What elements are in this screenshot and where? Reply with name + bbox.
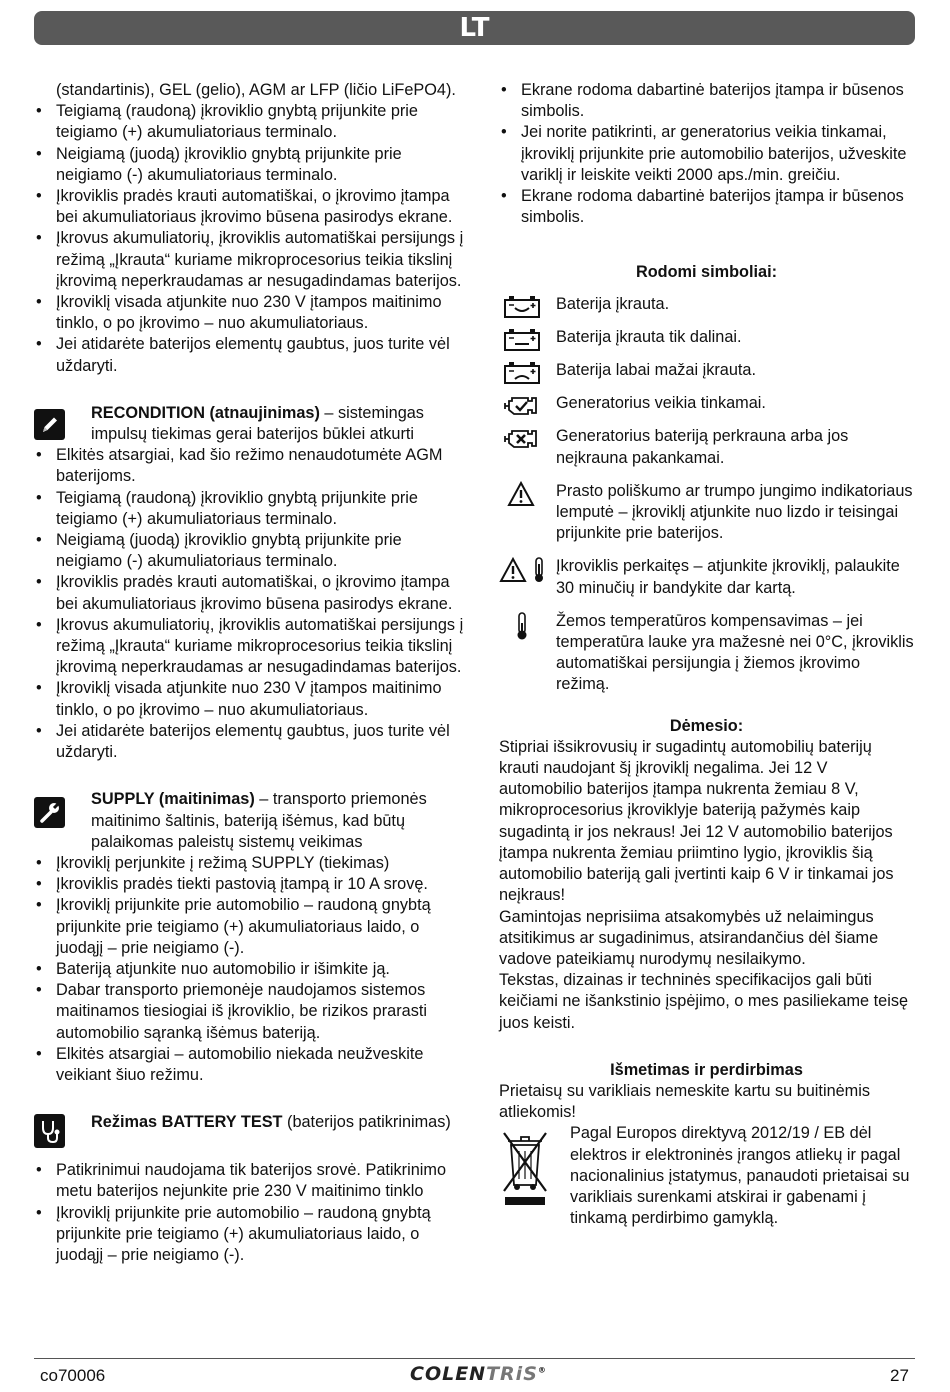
symbol-row	[499, 481, 914, 545]
stethoscope-icon	[34, 1114, 65, 1148]
battery-full-icon	[504, 294, 540, 318]
product-code: co70006	[40, 1366, 106, 1385]
supply-list	[34, 853, 464, 1086]
disposal-block	[499, 1123, 914, 1229]
symbol-row	[499, 360, 914, 381]
disposal-intro: Prietaisų su varikliais nemeskite kartu su buitinėmis atliekomis!	[499, 1081, 870, 1122]
overheat-icon	[499, 556, 551, 584]
brand-logo	[410, 1363, 547, 1385]
language-code: LT	[459, 13, 490, 43]
attention-title: Dėmesio:	[669, 716, 744, 735]
symbol-text: Generatorius veikia tinkamai.	[556, 394, 766, 413]
list-item: • Įkroviklis pradės tiekti pastovią įtampą ir 10 A srovę.	[34, 874, 464, 895]
recondition-desc: – sistemingas impulsų tiekimas gerai baterijos būklei atkurti	[91, 403, 424, 444]
symbol-row	[499, 294, 914, 315]
list-item: • Įkroviklis pradės krauti automatiškai, o įkrovimo įtampa bei akumuliatoriaus įkrovimo būsena pasirodys ekrane.	[34, 186, 464, 228]
list-item: • Elkitės atsargiai – automobilio niekada neužveskite veikiant šiuo režimu.	[34, 1044, 464, 1086]
intro-continuation: (standartinis), GEL (gelio), AGM ar LFP (ličio LiFePO4).	[56, 81, 456, 99]
thermometer-icon	[516, 611, 528, 641]
symbol-text: Baterija įkrauta.	[556, 294, 670, 313]
symbol-row	[499, 327, 914, 348]
symbol-row	[499, 393, 914, 414]
right-column	[499, 80, 914, 1229]
list-item: • Neigiamą (juodą) įkroviklio gnybtą prijunkite prie neigiamo (-) akumuliatoriaus terminalo.	[34, 144, 464, 186]
symbol-text: Žemos temperatūros kompensavimas – jei temperatūra lauke yra mažesnė nei 0°C, įkroviklis automatiškai persijungia į žiemos įkrovimo režimą.	[556, 611, 914, 694]
symbol-text: Baterija įkrauta tik dalinai.	[556, 327, 742, 346]
language-header	[34, 11, 915, 45]
list-item: • Elkitės atsargiai, kad šio režimo nenaudotumėte AGM baterijoms.	[34, 445, 464, 487]
battery-test-desc: (baterijos patikrinimas)	[282, 1113, 451, 1132]
list-item: • Įkrovus akumuliatorių, įkroviklis automatiškai persijungs į režimą „Įkrauta“ kuriame mikroprocesorius teikia tikslinį įkrovimą neperkraudamas ar nesugadindamas baterijos.	[34, 615, 464, 679]
battery-test-continued-list	[499, 80, 914, 228]
symbol-row	[499, 611, 914, 696]
generator-fault-icon	[504, 426, 540, 450]
wrench-icon	[34, 797, 65, 828]
list-item: • Bateriją atjunkite nuo automobilio ir išimkite ją.	[34, 959, 464, 980]
list-item: • Įkroviklis pradės krauti automatiškai, o įkrovimo įtampa bei akumuliatoriaus įkrovimo būsena pasirodys ekrane.	[34, 572, 464, 614]
symbol-text: Baterija labai mažai įkrauta.	[556, 361, 756, 380]
recondition-title: RECONDITION (atnaujinimas)	[91, 403, 320, 422]
page-number: 27	[890, 1366, 909, 1385]
symbol-row	[499, 556, 914, 598]
supply-heading	[34, 789, 464, 853]
symbol-text: Įkroviklis perkaitęs – atjunkite įkroviklį, palaukite 30 minučių ir bandykite dar kartą.	[556, 557, 900, 597]
list-item: • Įkroviklį visada atjunkite nuo 230 V įtampos maitinimo tinklo, o po įkrovimo – nuo akumuliatoriaus.	[34, 678, 464, 720]
attention-paragraph: Stipriai išsikrovusių ir sugadintų automobilių baterijų krauti naudojant šį įkroviklį negalima. Jei 12 V automobilio baterijos įtampa nukrenta žemiau 8 V, mikroprocesorius įkroviklyje bateriją pažymės kaip sugadintą ir jos nekraus! Jei 12 V automobilio baterijos įtampa nukrenta žemiau priimtino lygio, įkroviklis šią automobilio bateriją gali įvertinti kaip 6 V ir tinkamai jos neįkraus!	[499, 737, 894, 905]
registered-mark-icon: ®	[537, 1365, 547, 1375]
generator-ok-icon	[504, 393, 540, 417]
list-item: • Jei norite patikrinti, ar generatorius veikia tinkamai, įkroviklį prijunkite prie automobilio baterijos, užveskite variklį ir leiskite veikti 2000 aps./min. greičiu.	[499, 122, 914, 186]
list-item: • Ekrane rodoma dabartinė baterijos įtampa ir būsenos simbolis.	[499, 186, 914, 228]
brand-part-a: COLEN	[410, 1363, 487, 1385]
disposal-title: Išmetimas ir perdirbimas	[610, 1060, 803, 1079]
list-item: • Teigiamą (raudoną) įkroviklio gnybtą prijunkite prie teigiamo (+) akumuliatoriaus terminalo.	[34, 488, 464, 530]
warning-icon	[507, 481, 535, 507]
list-item: • Įkroviklį visada atjunkite nuo 230 V įtampos maitinimo tinklo, o po įkrovimo – nuo akumuliatoriaus.	[34, 292, 464, 334]
weee-bin-icon	[499, 1127, 551, 1213]
recondition-heading	[34, 403, 464, 445]
disposal-text: Pagal Europos direktyvą 2012/19 / EB dėl elektros ir elektroninės įrangos atliekų ir pagal nacionalinius įstatymus, panaudoti prietaisai su varikliais surenkami atskirai ir gabenami į tinkamą perdirbimo gamyklą.	[570, 1124, 910, 1228]
battery-test-title: Režimas BATTERY TEST	[91, 1113, 283, 1132]
symbol-text: Prasto poliškumo ar trumpo jungimo indikatoriaus lemputė – įkroviklį atjunkite nuo lizdo ir teisingai prijunkite prie baterijos.	[556, 481, 913, 543]
list-item: • Neigiamą (juodą) įkroviklio gnybtą prijunkite prie neigiamo (-) akumuliatoriaus terminalo.	[34, 530, 464, 572]
list-item: • Įkroviklį prijunkite prie automobilio – raudoną gnybtą prijunkite prie teigiamo (+) akumuliatoriaus laido, o juodąjį – prie neigiamo (-).	[34, 895, 464, 959]
battery-test-list	[34, 1160, 464, 1266]
list-item: • Jei atidarėte baterijos elementų gaubtus, juos turite vėl uždaryti.	[34, 721, 464, 763]
battery-test-heading	[34, 1112, 464, 1160]
attention-paragraph: Gamintojas neprisiima atsakomybės už nelaimingus atsitikimus ar sugadinimus, atsirandančius dėl šiame vadove pateikiamų nurodymų nesilaikymo.	[499, 907, 879, 968]
battery-partial-icon	[504, 327, 540, 351]
list-item: • Įkroviklį prijunkite prie automobilio – raudoną gnybtą prijunkite prie teigiamo (+) akumuliatoriaus laido, o juodąjį – prie neigiamo (-).	[34, 1203, 464, 1267]
symbol-text: Generatorius bateriją perkrauna arba jos neįkrauna pakankamai.	[556, 427, 849, 467]
symbols-title: Rodomi simboliai:	[635, 263, 778, 282]
left-column	[34, 80, 464, 1266]
supply-desc: – transporto priemonės maitinimo šaltinis, bateriją išėmus, kad būtų palaikomas paleistų sistemų veikimas	[91, 790, 427, 851]
brand-part-b: TRiS	[486, 1363, 538, 1385]
intro-list	[34, 101, 464, 377]
battery-low-icon	[504, 360, 540, 384]
supply-title: SUPPLY (maitinimas)	[91, 790, 255, 809]
footer-divider	[34, 1358, 915, 1359]
pencil-icon	[34, 409, 65, 440]
symbol-row	[499, 426, 914, 468]
list-item: • Patikrinimui naudojama tik baterijos srovė. Patikrinimo metu baterijos nejunkite prie 230 V maitinimo tinklo	[34, 1160, 464, 1202]
list-item: • Jei atidarėte baterijos elementų gaubtus, juos turite vėl uždaryti.	[34, 334, 464, 376]
list-item: • Dabar transporto priemonėje naudojamos sistemos maitinamos tiesiogiai iš įkroviklio, be rizikos prarasti automobilio sąranką išėmus bateriją.	[34, 980, 464, 1044]
attention-paragraph: Tekstas, dizainas ir techninės specifikacijos gali būti keičiami ne išankstinio įspėjimo, o mes pasiliekame teisę juos keisti.	[499, 971, 909, 1032]
list-item: • Ekrane rodoma dabartinė baterijos įtampa ir būsenos simbolis.	[499, 80, 914, 122]
list-item: • Įkrovus akumuliatorių, įkroviklis automatiškai persijungs į režimą „Įkrauta“ kuriame mikroprocesorius teikia tikslinį įkrovimą neperkraudamas ar nesugadindamas baterijos.	[34, 228, 464, 292]
list-item: • Teigiamą (raudoną) įkroviklio gnybtą prijunkite prie teigiamo (+) akumuliatoriaus terminalo.	[34, 101, 464, 143]
recondition-list	[34, 445, 464, 763]
list-item: • Įkroviklį perjunkite į režimą SUPPLY (tiekimas)	[34, 853, 464, 874]
